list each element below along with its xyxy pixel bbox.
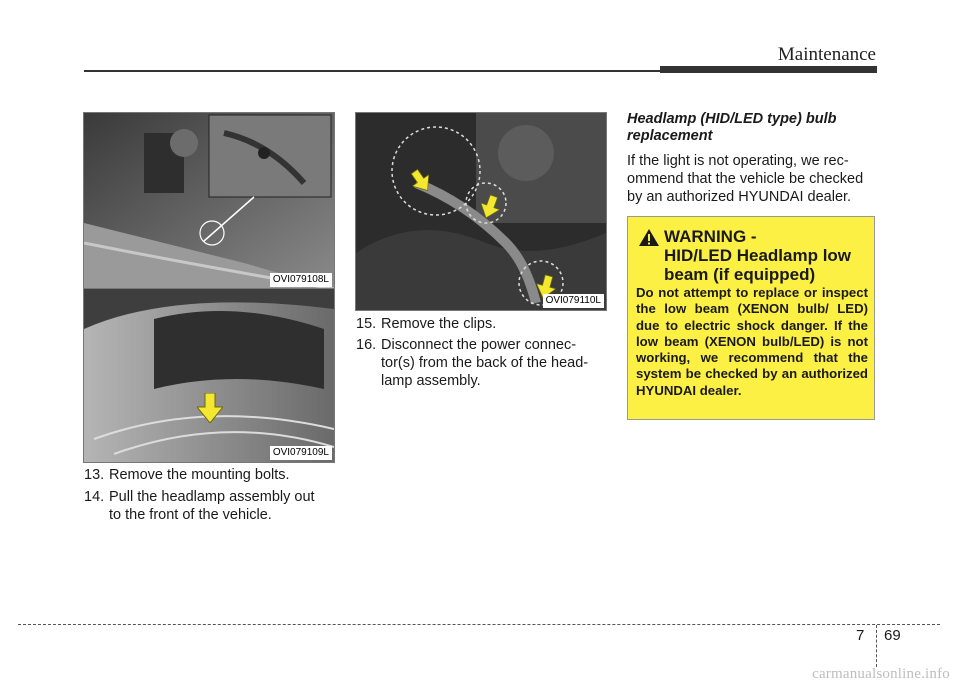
watermark: carmanualsonline.info <box>812 666 950 682</box>
step-text: Disconnect the power connec- <box>381 337 577 353</box>
step-number: 14. <box>84 489 105 505</box>
step-text: to the front of the vehicle. <box>109 507 272 523</box>
warning-title <box>664 227 851 284</box>
heading-line: Headlamp (HID/LED type) bulb <box>627 111 837 127</box>
photo-label: OVI079109L <box>270 446 332 460</box>
headlamp-illustration <box>84 289 334 462</box>
header-rule-thick <box>660 66 877 73</box>
step-16 <box>356 336 608 390</box>
step-text: Remove the clips. <box>381 316 497 332</box>
header-rule <box>84 70 660 72</box>
step-13 <box>84 466 336 484</box>
subsection-heading <box>627 111 879 145</box>
body-line: ommend that the vehicle be checked <box>627 171 864 187</box>
chapter-number: 7 <box>856 627 865 644</box>
photo-label: OVI079108L <box>270 273 332 287</box>
heading-line: replacement <box>627 128 713 144</box>
footer-rule <box>18 624 940 625</box>
step-15 <box>356 315 608 333</box>
warning-title-line: HID/LED Headlamp low <box>664 246 852 265</box>
step-number: 16. <box>356 337 377 353</box>
warning-box <box>627 216 875 420</box>
warning-title-line: beam (if equipped) <box>664 265 816 284</box>
page-number-divider <box>876 625 877 667</box>
section-title: Maintenance <box>777 44 876 65</box>
step-text: tor(s) from the back of the head- <box>381 355 589 371</box>
warning-title-line: WARNING - <box>664 227 757 246</box>
headlamp-photo <box>83 288 335 463</box>
step-text: Remove the mounting bolts. <box>109 467 290 483</box>
step-number: 13. <box>84 467 105 483</box>
engine-bay-photo <box>83 112 335 290</box>
photo-label: OVI079110L <box>543 294 604 308</box>
step-number: 15. <box>356 316 377 332</box>
step-text: Pull the headlamp assembly out <box>109 489 315 505</box>
warning-body: Do not attempt to replace or inspect the low beam (XENON bulb/ LED) due to electric shock danger. If the low beam (XENON bulb/LED) is not working, we recommend that the system be checked by an authorized HYUNDAI dealer. <box>636 285 868 398</box>
body-paragraph <box>627 152 879 206</box>
step-text: lamp assembly. <box>381 373 481 389</box>
body-line: by an authorized HYUNDAI dealer. <box>627 189 852 205</box>
body-line: If the light is not operating, we rec- <box>627 153 849 169</box>
engine-bay-illustration <box>84 113 334 289</box>
warning-triangle-icon <box>638 228 660 247</box>
step-14 <box>84 488 336 524</box>
arrow-down-icon <box>197 393 223 423</box>
page-number: 69 <box>884 627 901 644</box>
connector-photo <box>355 112 607 311</box>
